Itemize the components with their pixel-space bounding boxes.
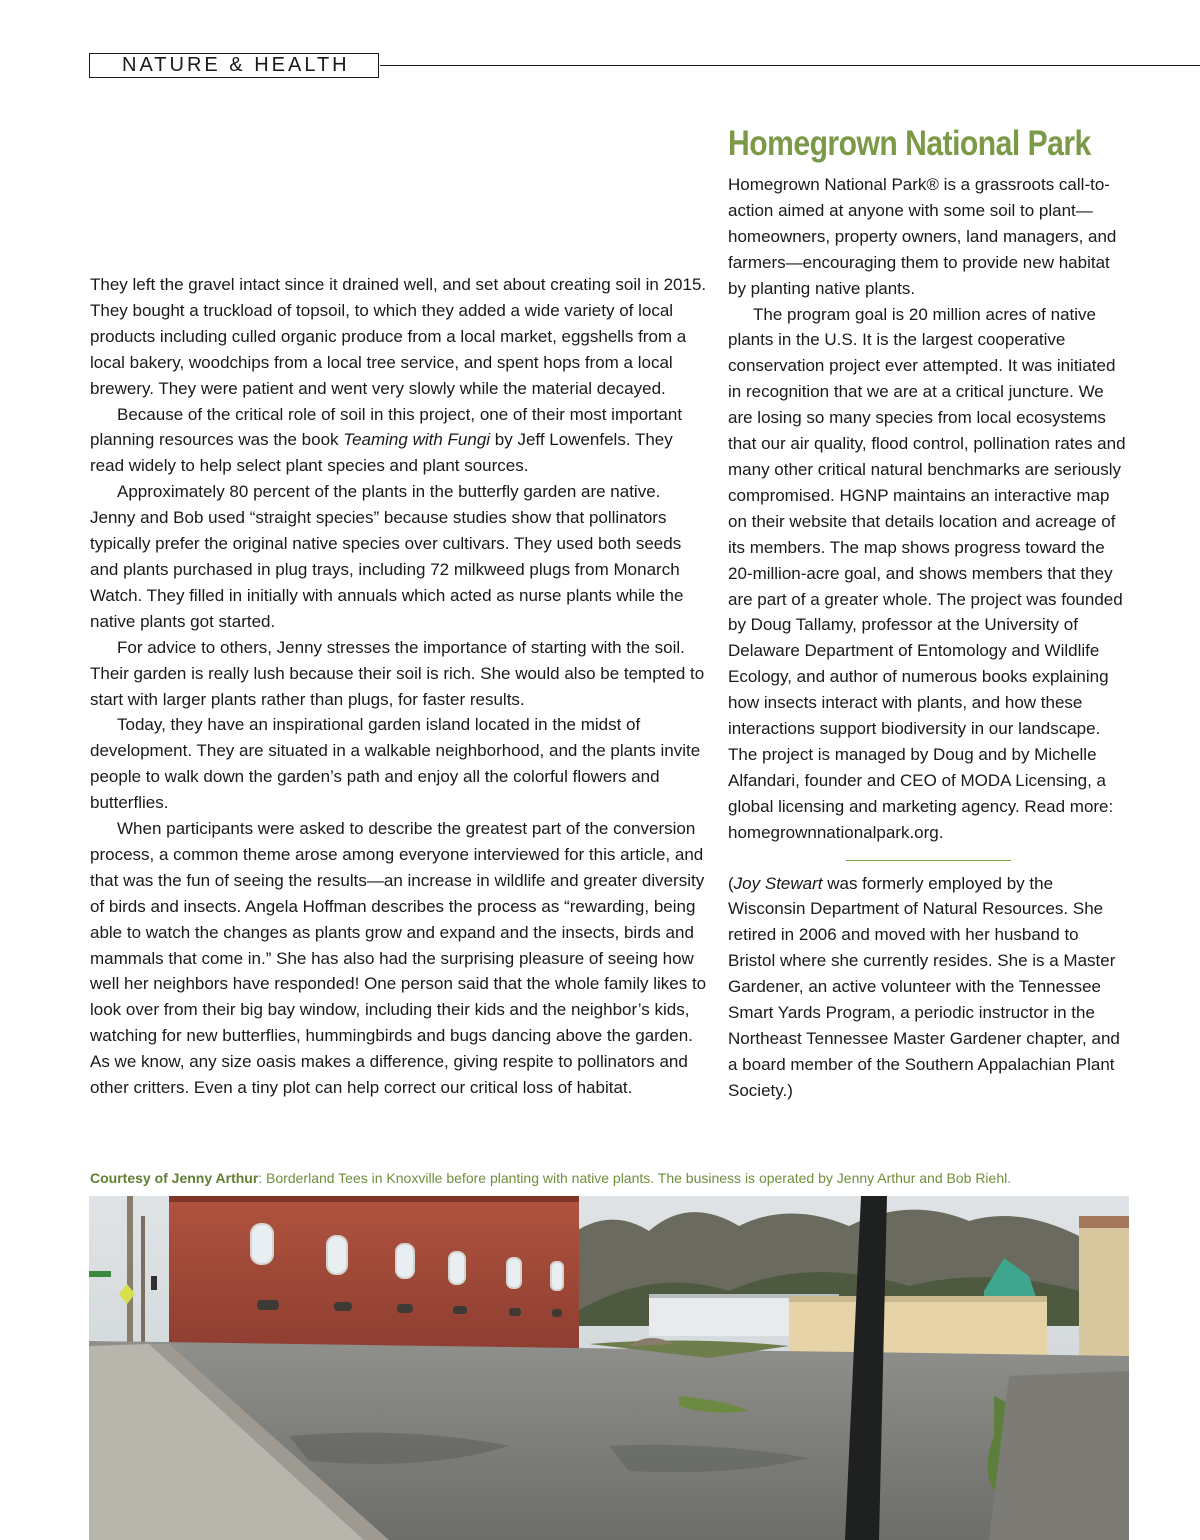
header-rule xyxy=(380,65,1200,66)
sidebar-column xyxy=(728,122,1128,1104)
lot-photo xyxy=(89,1196,1129,1540)
author-bio xyxy=(728,871,1128,1104)
sidebar-paragraph: The program goal is 20 million acres of native plants in the U.S. It is the largest cooperative conservation project ever attempted. It was initiated in recognition that we are at a critical juncture. We are losing so many species from local ecosystems that our air quality, flood control, pollination rates and many other critical natural benchmarks are seriously compromised. HGNP maintains an interactive map on their website that details location and acreage of its members. The map shows progress toward the 20-million-acre goal, and shows members that they are part of a greater whole. The project was founded by Doug Tallamy, professor at the University of Delaware Department of Entomology and Wildlife Ecology, and author of numerous books explaining how insects interact with plants, and how these interactions support biodiversity in our landscape. The project is managed by Doug and by Michelle Alfandari, founder and CEO of MODA Licensing, a global licensing and marketing agency. Read more: homegrownnationalpark.org. xyxy=(728,304,1126,842)
bio-paren: ( xyxy=(728,873,734,893)
bio-text: was formerly employed by the Wisconsin Department of Natural Resources. She retired in 2006 and moved with her husband to Bristol where she currently resides. She is a Master Gardener, an active volunteer with the Tennessee Smart Yards Program, a periodic instructor in the Northeast Tennessee Master Gardener chapter, and a board member of the Southern Appalachian Plant Society.) xyxy=(728,873,1120,1100)
photo-caption xyxy=(90,1168,1130,1188)
article-paragraph: For advice to others, Jenny stresses the importance of starting with the soil. Their garden is really lush because their soil is rich. She would also be tempted to start with larger plants rather than plugs, for faster results. xyxy=(90,637,705,709)
article-paragraph: When participants were asked to describe the greatest part of the conversion process, a common theme arose among everyone interviewed for this article, and that was the fun of seeing the results—an increase in wildlife and greater diversity of birds and insects. Angela Hoffman describes the process as “rewarding, being able to watch the changes as plants grow and expand and the insects, birds and mammals that come in.” She has also had the surprising pleasure of seeing how well her neighbors have responded! One person said that the whole family likes to look over from their big bay window, including their kids and the neighbor’s kids, watching for new butterflies, hummingbirds and bugs dancing above the garden. As we know, any size oasis makes a difference, giving respite to pollinators and other critters. Even a tiny plot can help correct our critical loss of habitat. xyxy=(90,819,707,1098)
article-paragraph: Today, they have an inspirational garden island located in the midst of development. They are situated in a walkable neighborhood, and the plants invite people to walk down the garden’s path and enjoy all the colorful flowers and butterflies. xyxy=(90,715,701,813)
text-run: Because of the critical role of soil in this project, one of their most important planning resources was the book xyxy=(90,404,683,450)
section-divider xyxy=(846,860,1011,861)
author-name: Joy Stewart xyxy=(733,873,823,893)
article-paragraph: Approximately 80 percent of the plants in the butterfly garden are native. Jenny and Bob used “straight species” because studies show that pollinators typically prefer the original native species over cultivars. They used both seeds and plants purchased in plug trays, including 72 milkweed plugs from Monarch Watch. They filled in initially with annuals which acted as nurse plants while the native plants got started. xyxy=(90,482,684,631)
section-label: NATURE & HEALTH xyxy=(89,53,379,78)
main-article-column xyxy=(90,272,710,1101)
sidebar-paragraph: Homegrown National Park® is a grassroots call-to-action aimed at anyone with some soil to plant—homeowners, property owners, land managers, and farmers—encouraging them to provide new habitat by planting native plants. xyxy=(728,175,1117,298)
text-run: by Jeff Lowenfels. They read widely to help select plant species and plant sources. xyxy=(90,430,673,476)
photo-credit: Courtesy of Jenny Arthur xyxy=(90,1170,259,1186)
caption-text: : Borderland Tees in Knoxville before planting with native plants. The business is operated by Jenny Arthur and Bob Riehl. xyxy=(258,1170,1012,1186)
book-title: Teaming with Fungi xyxy=(343,430,491,450)
article-paragraph xyxy=(90,402,710,480)
article-paragraph: They left the gravel intact since it drained well, and set about creating soil in 2015. They bought a truckload of topsoil, to which they added a wide variety of local products including culled organic produce from a local market, eggshells from a local bakery, woodchips from a local tree service, and spent hops from a local brewery. They were patient and went very slowly while the material decayed. xyxy=(90,275,707,398)
sidebar-title: Homegrown National Park xyxy=(728,124,1091,163)
